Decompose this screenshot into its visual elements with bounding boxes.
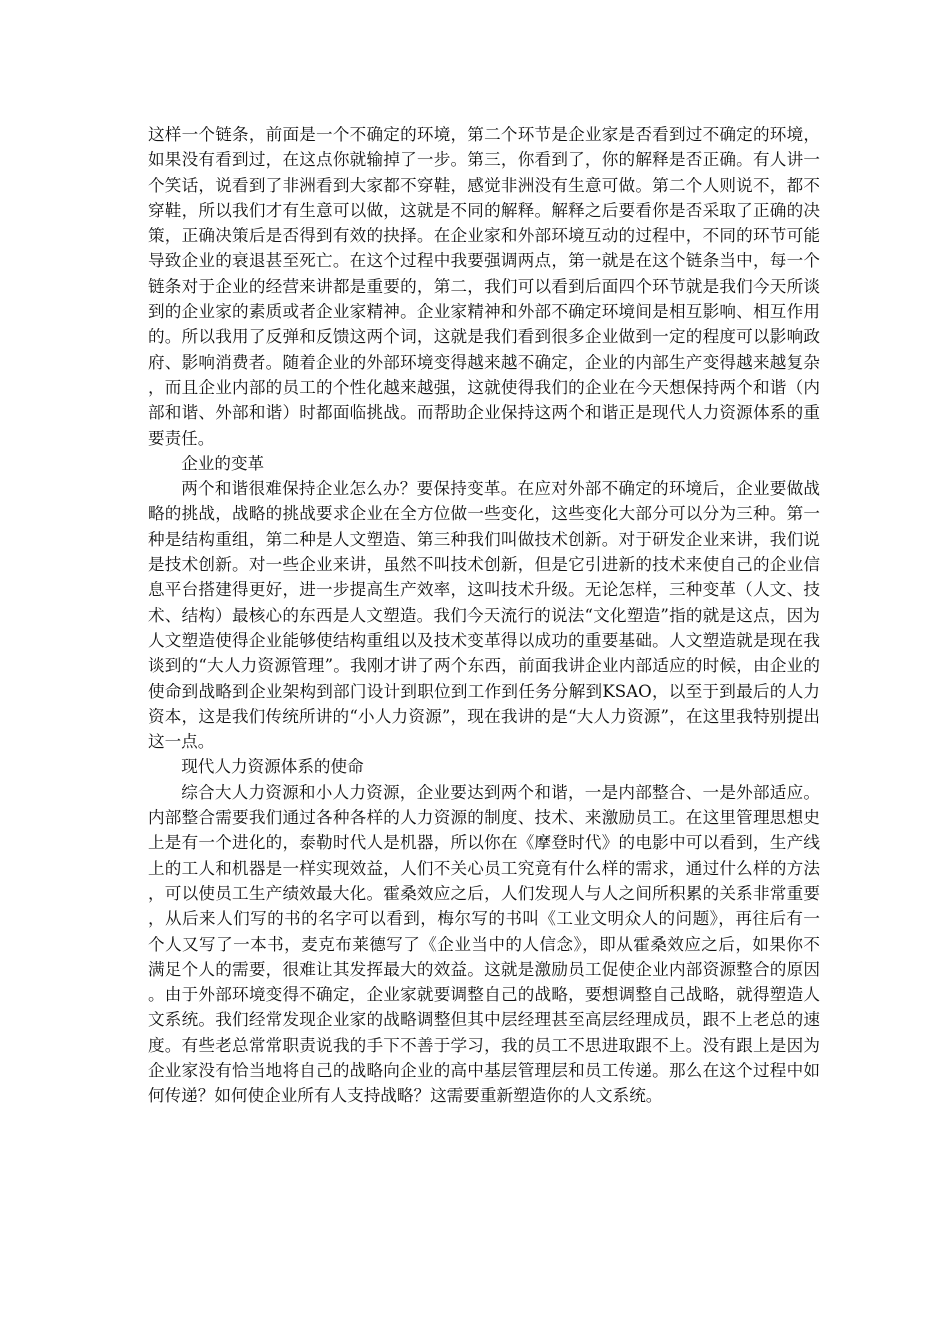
document-page <box>148 122 820 1109</box>
paragraph-1: 这样一个链条，前面是一个不确定的环境，第二个环节是企业家是否看到过不确定的环境，如果没有看到过，在这点你就输掉了一步。第三，你看到了，你的解释是否正确。有人讲一个笑话，说看到了非洲看到大家都不穿鞋，感觉非洲没有生意可做。第二个人则说不，都不穿鞋，所以我们才有生意可以做，这就是不同的解释。解释之后要看你是否采取了正确的决策，正确决策后是否得到有效的抉择。在企业家和外部环境互动的过程中，不同的环节可能导致企业的衰退甚至死亡。在这个过程中我要强调两点，第一就是在这个链条当中，每一个链条对于企业的经营来讲都是重要的，第二，我们可以看到后面四个环节就是我们今天所谈到的企业家的素质或者企业家精神。企业家精神和外部不确定环境间是相互影响、相互作用的。所以我用了反弹和反馈这两个词，这就是我们看到很多企业做到一定的程度可以影响政府、影响消费者。随着企业的外部环境变得越来越不确定，企业的内部生产变得越来越复杂，而且企业内部的员工的个性化越来越强，这就使得我们的企业在今天想保持两个和谐（内部和谐、外部和谐）时都面临挑战。而帮助企业保持这两个和谐正是现代人力资源体系的重要责任。 <box>148 125 820 448</box>
paragraph-3: 综合大人力资源和小人力资源，企业要达到两个和谐，一是内部整合、一是外部适应。内部整合需要我们通过各种各样的人力资源的制度、技术、来激励员工。在这里管理思想史上是有一个进化的，泰勒时代人是机器，所以你在《摩登时代》的电影中可以看到，生产线上的工人和机器是一样实现效益，人们不关心员工究竟有什么样的需求，通过什么样的方法，可以使员工生产绩效最大化。霍桑效应之后，人们发现人与人之间所积累的关系非常重要，从后来人们写的书的名字可以看到，梅尔写的书叫《工业文明众人的问题》，再往后有一个人又写了一本书，麦克布莱德写了《企业当中的人信念》，即从霍桑效应之后，如果你不满足个人的需要，很难让其发挥最大的效益。这就是激励员工促使企业内部资源整合的原因。由于外部环境变得不确定，企业家就要调整自己的战略，要想调整自己战略，就得塑造人文系统。我们经常发现企业家的战略调整但其中层经理甚至高层经理成员，跟不上老总的速度。有些老总常常职责说我的手下不善于学习，我的员工不思进取跟不上。没有跟上是因为企业家没有恰当地将自己的战略向企业的高中基层管理层和员工传递。那么在这个过程中如何传递？如何使企业所有人支持战略？这需要重新塑造你的人文系统。 <box>148 782 820 1106</box>
section-heading-mission: 现代人力资源体系的使命 <box>181 757 364 777</box>
section-heading-reform: 企业的变革 <box>181 453 265 473</box>
paragraph-2: 两个和谐很难保持企业怎么办？要保持变革。在应对外部不确定的环境后，企业要做战略的挑战，战略的挑战要求企业在全方位做一些变化，这些变化大部分可以分为三种。第一种是结构重组，第二种是人文塑造、第三种我们叫做技术创新。对于研发企业来讲，我们说是技术创新。对一些企业来讲，虽然不叫技术创新，但是它引进新的技术来使自己的企业信息平台搭建得更好，进一步提高生产效率，这叫技术升级。无论怎样，三种变革（人文、技术、结构）最核心的东西是人文塑造。我们今天流行的说法“文化塑造”指的就是这点，因为人文塑造使得企业能够使结构重组以及技术变革得以成功的重要基础。人文塑造就是现在我谈到的“大人力资源管理”。我刚才讲了两个东西，前面我讲企业内部适应的时候，由企业的使命到战略到企业架构到部门设计到职位到工作到任务分解到KSAO，以至于到最后的人力资本，这是我们传统所讲的“小人力资源”，现在我讲的是“大人力资源”，在这里我特别提出这一点。 <box>148 479 820 752</box>
